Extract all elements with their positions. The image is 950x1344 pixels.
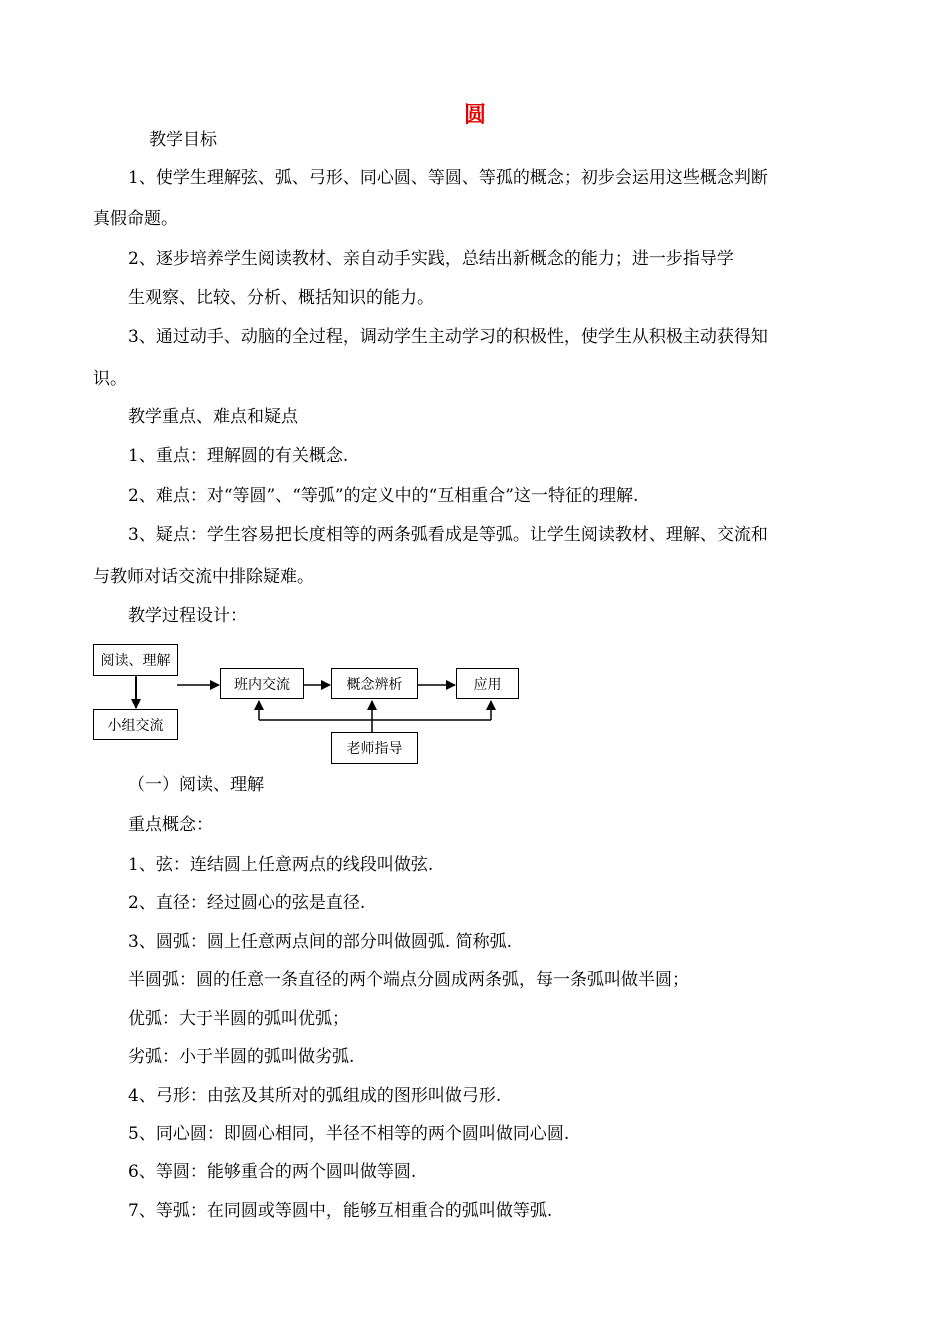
flow-box-concept: 概念辨析 <box>331 668 418 699</box>
process-heading: 教学过程设计： <box>128 606 247 626</box>
objective-2-line-2: 生观察、比较、分析、概括知识的能力。 <box>128 288 434 308</box>
key-point-3-line-2: 与教师对话交流中排除疑难。 <box>93 567 314 587</box>
key-point-3-line-1: 3、疑点：学生容易把长度相等的两条弧看成是等弧。让学生阅读教材、理解、交流和 <box>128 525 768 545</box>
concept-diameter: 2、直径：经过圆心的弦是直径. <box>128 893 366 913</box>
concept-chord: 1、弦：连结圆上任意两点的线段叫做弦. <box>128 855 434 875</box>
concept-major-arc: 优弧：大于半圆的弧叫优弧； <box>128 1009 349 1029</box>
key-points-heading: 教学重点、难点和疑点 <box>128 407 298 427</box>
concept-semicircle: 半圆弧：圆的任意一条直径的两个端点分圆成两条弧，每一条弧叫做半圆； <box>128 970 689 990</box>
concept-segment: 4、弓形：由弦及其所对的弧组成的图形叫做弓形. <box>128 1086 502 1106</box>
objective-2-line-1: 2、逐步培养学生阅读教材、亲自动手实践，总结出新概念的能力；进一步指导学 <box>128 249 734 269</box>
key-concepts-label: 重点概念： <box>128 815 213 835</box>
concept-concentric: 5、同心圆：即圆心相同，半径不相等的两个圆叫做同心圆. <box>128 1124 570 1144</box>
concept-arc: 3、圆弧：圆上任意两点间的部分叫做圆弧. 简称弧. <box>128 932 513 952</box>
key-point-2: 2、难点：对“等圆”、“等弧”的定义中的“互相重合”这一特征的理解. <box>128 486 639 506</box>
concept-equal-circles: 6、等圆：能够重合的两个圆叫做等圆. <box>128 1162 417 1182</box>
key-point-1: 1、重点：理解圆的有关概念. <box>128 446 349 466</box>
document-title: 圆 <box>463 102 486 128</box>
objective-1-line-2: 真假命题。 <box>93 209 178 229</box>
flow-box-class: 班内交流 <box>220 668 304 699</box>
concept-minor-arc: 劣弧：小于半圆的弧叫做劣弧. <box>128 1047 355 1067</box>
objective-1-line-1: 1、使学生理解弦、弧、弓形、同心圆、等圆、等孤的概念；初步会运用这些概念判断 <box>128 168 768 188</box>
concept-equal-arcs: 7、等弧：在同圆或等圆中，能够互相重合的弧叫做等弧. <box>128 1201 553 1221</box>
flow-box-apply: 应用 <box>456 668 519 699</box>
objective-3-line-1: 3、通过动手、动脑的全过程，调动学生主动学习的积极性，使学生从积极主动获得知 <box>128 327 768 347</box>
flow-box-group: 小组交流 <box>93 709 178 740</box>
objectives-heading: 教学目标 <box>149 130 217 150</box>
flow-box-teacher: 老师指导 <box>331 732 418 764</box>
flow-box-read: 阅读、理解 <box>93 644 178 676</box>
part1-heading: （一）阅读、理解 <box>128 775 264 795</box>
objective-3-line-2: 识。 <box>93 369 127 389</box>
